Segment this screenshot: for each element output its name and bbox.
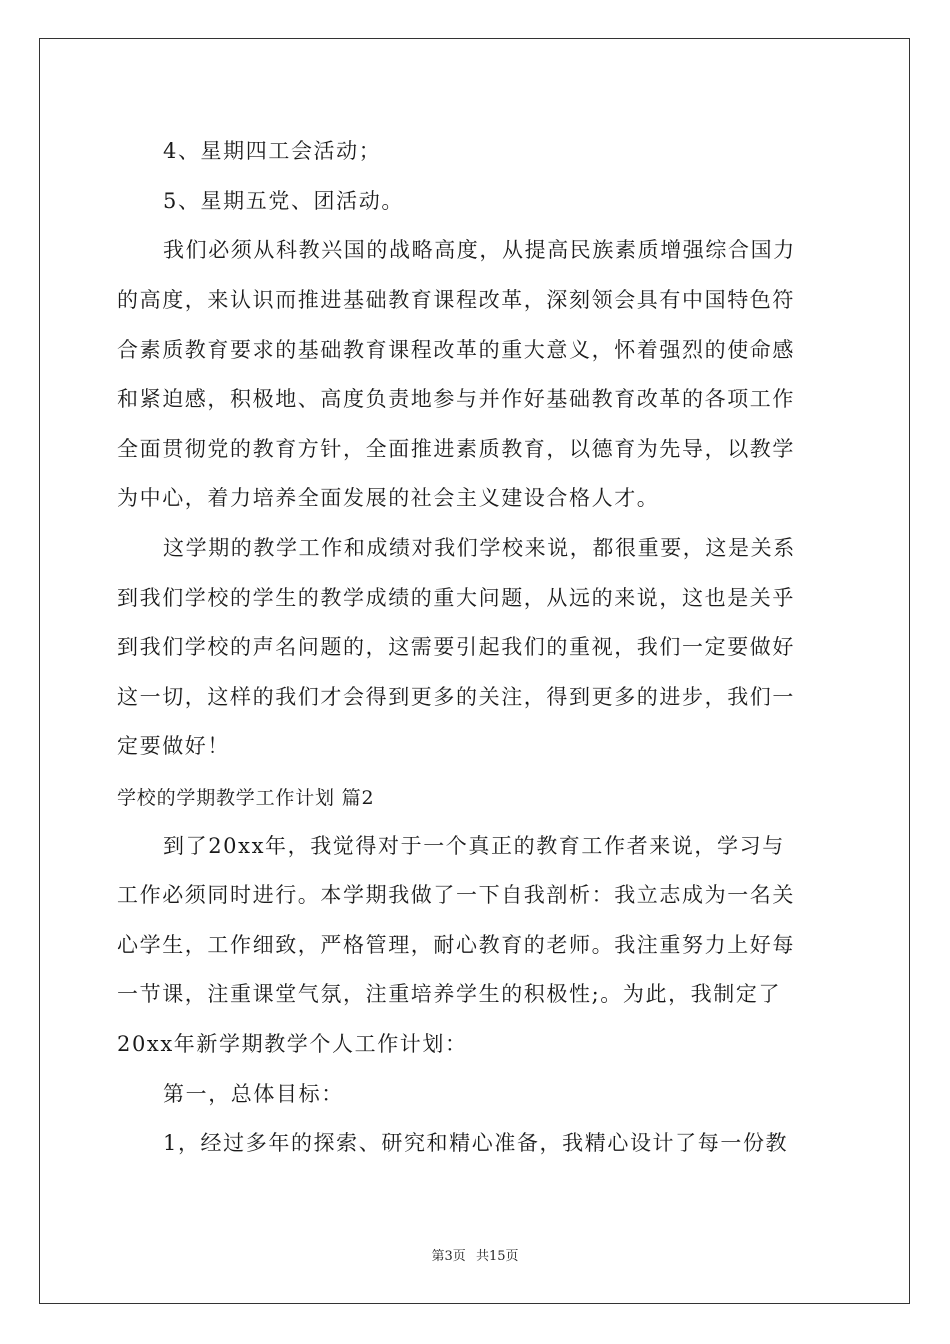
page-number: 第3页 [431, 1249, 466, 1264]
paragraph-line: 全面贯彻党的教育方针，全面推进素质教育，以德育为先导，以教学 [117, 437, 795, 461]
paragraph-line: 到我们学校的学生的教学成绩的重大问题，从远的来说，这也是关乎 [117, 586, 795, 610]
paragraph-line: 的高度，来认识而推进基础教育课程改革，深刻领会具有中国特色符 [117, 288, 795, 312]
paragraph-line: 为中心，着力培养全面发展的社会主义建设合格人才。 [117, 486, 660, 510]
paragraph-line: 定要做好！ [117, 734, 230, 758]
list-item: 4、星期四工会活动； [163, 139, 382, 163]
paragraph-line: 20xx年新学期教学个人工作计划： [117, 1032, 468, 1056]
paragraph-line: 到我们学校的声名问题的，这需要引起我们的重视，我们一定要做好 [117, 635, 795, 659]
paragraph-line: 第一，总体目标： [163, 1082, 344, 1106]
page-border [39, 38, 910, 1304]
paragraph-line: 工作必须同时进行。本学期我做了一下自我剖析：我立志成为一名关 [117, 883, 795, 907]
paragraph-line: 一节课，注重课堂气氛，注重培养学生的积极性;。为此，我制定了 [117, 982, 782, 1006]
paragraph-line: 合素质教育要求的基础教育课程改革的重大意义，怀着强烈的使命感 [117, 338, 795, 362]
section-heading: 学校的学期教学工作计划 篇2 [117, 787, 375, 809]
paragraph-line: 心学生，工作细致，严格管理，耐心教育的老师。我注重努力上好每 [117, 933, 795, 957]
paragraph-line: 和紧迫感，积极地、高度负责地参与并作好基础教育改革的各项工作 [117, 387, 795, 411]
page-total: 共15页 [475, 1249, 519, 1264]
list-item: 5、星期五党、团活动。 [163, 189, 404, 213]
paragraph-line: 到了20xx年，我觉得对于一个真正的教育工作者来说，学习与 [163, 834, 785, 858]
paragraph-line: 我们必须从科教兴国的战略高度，从提高民族素质增强综合国力 [163, 238, 796, 262]
paragraph-line: 这学期的教学工作和成绩对我们学校来说，都很重要，这是关系 [163, 536, 796, 560]
page-footer [0, 1248, 950, 1266]
paragraph-line: 这一切，这样的我们才会得到更多的关注，得到更多的进步，我们一 [117, 685, 795, 709]
paragraph-line: 1，经过多年的探索、研究和精心准备，我精心设计了每一份教 [163, 1131, 789, 1155]
